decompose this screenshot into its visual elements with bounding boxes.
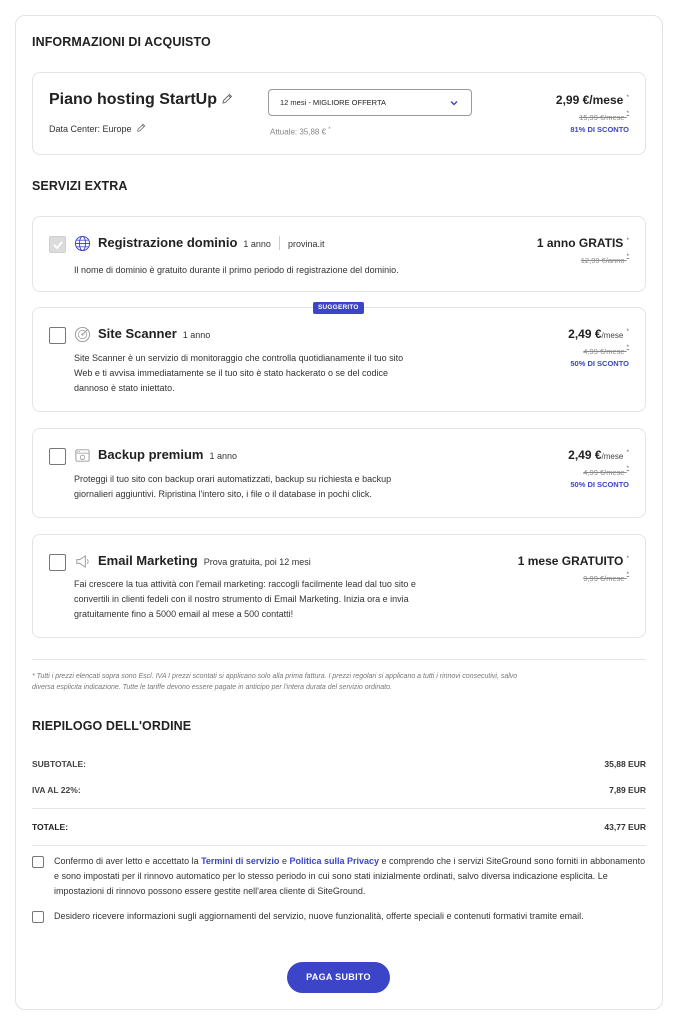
backup-old-price: 4,99 €/mese *	[583, 466, 629, 477]
email-marketing-description	[74, 577, 416, 622]
terms-prefix: Confermo di aver letto e accettato la	[54, 856, 202, 866]
newsletter-text: Desidero ricevere informazioni sugli aggiornamenti del servizio, nuove funzionalità, offerte speciali e contenuti formativi tramite email.	[54, 911, 584, 921]
site-scanner-discount: 50% DI SCONTO	[570, 359, 629, 368]
site-scanner-title: Site Scanner	[98, 326, 177, 341]
email-marketing-desc-line: convertili in clienti fedeli con il nostro strumento di Email Marketing. Inizia ora e invia	[74, 594, 409, 604]
email-marketing-price-text: 1 mese GRATUITO	[517, 554, 624, 568]
backup-desc-line: giornalieri aggiuntivi. Ripristina l'intero sito, i file o il database in pochi click.	[74, 489, 372, 499]
plan-price-block	[556, 93, 629, 134]
megaphone-icon	[74, 553, 91, 570]
site-scanner-desc-line: Web e ti avvisa immediatamente se il tuo sito è stato hackerato o se del codice	[74, 368, 388, 378]
privacy-policy-link[interactable]: Politica sulla Privacy	[289, 856, 380, 866]
domain-old-price: 12,99 €/anno *	[580, 254, 629, 265]
email-marketing-title-row	[98, 553, 311, 568]
total-label: TOTALE:	[32, 822, 69, 832]
divider	[32, 845, 646, 846]
edit-plan-icon[interactable]	[221, 93, 233, 105]
period-select-value: 12 mesi - MIGLIORE OFFERTA	[280, 98, 386, 107]
terms-and: e	[279, 856, 290, 866]
footnote-line: * Tutti i prezzi elencati sopra sono Escl. IVA I prezzi scontati si applicano solo alla prima fattura. I prezzi regolari si applicano a tutti i rinnovi consecutivi, salvo	[32, 673, 518, 680]
backup-checkbox[interactable]	[49, 448, 66, 465]
site-scanner-title-row	[98, 326, 210, 341]
email-marketing-checkbox[interactable]	[49, 554, 66, 571]
site-scanner-desc-line: Site Scanner è un servizio di monitoraggio che controlla quotidianamente il tuo sito	[74, 353, 404, 363]
email-marketing-duration: Prova gratuita, poi 12 mesi	[203, 557, 311, 567]
backup-duration: 1 anno	[209, 451, 238, 461]
site-scanner-old-price-text: 4,99 €/mese	[583, 347, 625, 356]
terms-of-service-link[interactable]: Termini di servizio	[201, 856, 280, 866]
domain-checkbox[interactable]	[49, 236, 66, 253]
extra-services-heading: SERVIZI EXTRA	[32, 179, 128, 193]
pricing-footnote	[32, 671, 646, 693]
plan-title: Piano hosting StartUp	[49, 91, 217, 108]
site-scanner-description	[74, 351, 403, 396]
backup-title-row	[98, 447, 237, 462]
current-total: Attuale: 35,88 € *	[270, 127, 331, 137]
site-scanner-checkbox[interactable]	[49, 327, 66, 344]
site-scanner-duration: 1 anno	[182, 330, 211, 340]
email-marketing-old-price-text: 9,99 €/mese	[583, 574, 625, 583]
divider	[32, 659, 646, 660]
email-marketing-price: 1 mese GRATUITO *	[517, 554, 629, 568]
vat-label: IVA AL 22%:	[32, 785, 81, 795]
backup-desc-line: Proteggi il tuo sito con backup orari automatizzati, backup su richiesta e backup	[74, 474, 392, 484]
pay-now-button[interactable]: PAGA SUBITO	[287, 962, 390, 993]
domain-price-text: 1 anno GRATIS	[536, 236, 624, 250]
scanner-icon	[74, 326, 91, 343]
email-marketing-price-block	[518, 554, 629, 583]
email-marketing-desc-line: Fai crescere la tua attività con l'email marketing: raccogli facilmente lead dal tuo sito e	[74, 579, 416, 589]
backup-old-price-text: 4,99 €/mese	[583, 468, 625, 477]
backup-discount: 50% DI SCONTO	[570, 480, 629, 489]
backup-title: Backup premium	[98, 447, 204, 462]
backup-price-text: 2,49 €	[568, 448, 602, 462]
purchase-info-heading: INFORMAZIONI DI ACQUISTO	[32, 35, 211, 49]
plan-title-wrap	[49, 91, 233, 109]
vat-row	[32, 785, 646, 795]
domain-title-row	[98, 235, 324, 250]
total-value: 43,77 EUR	[604, 822, 646, 832]
suggested-badge: SUGGERITO	[313, 302, 364, 314]
footnote-line: diversa esplicita indicazione. Tutte le tariffe devono essere pagate in anticipo per l'intera durata del servizio ordinato.	[32, 684, 392, 691]
plan-discount: 81% DI SCONTO	[570, 125, 629, 134]
domain-duration: 1 anno	[243, 239, 271, 249]
domain-name: provina.it	[287, 239, 325, 249]
service-card-backup	[32, 428, 646, 518]
checkmark-icon	[52, 239, 64, 251]
plan-card	[32, 72, 646, 155]
service-card-site-scanner	[32, 307, 646, 412]
datacenter-label: Data Center: Europe	[49, 124, 132, 134]
period-select[interactable]	[268, 89, 472, 116]
backup-unit: /mese	[601, 452, 624, 461]
terms-suffix: e comprendo che i servizi SiteGround sono forniti in abbonamento e sono impostati per il rinnovo automatico per lo stesso periodo in cui sono stati inizialmente ordinati, salvo diversa indicazione esplicita. Le impostazioni di rinnovo possono essere gestite nell'area cliente di SiteGround.	[54, 856, 646, 896]
domain-price: 1 anno GRATIS *	[536, 236, 629, 250]
subtotal-label: SUBTOTALE:	[32, 759, 86, 769]
total-row	[32, 822, 646, 832]
terms-text	[32, 854, 646, 899]
site-scanner-price: 2,49 €/mese *	[568, 327, 629, 341]
service-card-domain	[32, 216, 646, 292]
subtotal-value: 35,88 EUR	[604, 759, 646, 769]
domain-description: Il nome di dominio è gratuito durante il primo periodo di registrazione del dominio.	[74, 265, 399, 275]
divider	[279, 236, 280, 250]
backup-icon	[74, 447, 91, 464]
site-scanner-price-block	[568, 327, 629, 368]
order-summary-heading: RIEPILOGO DELL'ORDINE	[32, 719, 192, 733]
terms-checkbox[interactable]	[32, 856, 44, 868]
domain-old-price-text: 12,99 €/anno	[580, 256, 625, 265]
chevron-down-icon	[449, 98, 459, 108]
plan-old-price-text: 15,99 €/mese	[579, 113, 625, 122]
domain-price-block	[537, 236, 629, 265]
plan-price-text: 2,99 €/mese	[555, 93, 624, 107]
globe-icon	[74, 235, 91, 252]
current-total-text: Attuale: 35,88 €	[270, 127, 327, 137]
plan-price: 2,99 €/mese *	[555, 93, 629, 107]
subtotal-row	[32, 759, 646, 769]
edit-datacenter-icon[interactable]	[136, 123, 146, 133]
backup-price: 2,49 €/mese *	[568, 448, 629, 462]
vat-value: 7,89 EUR	[609, 785, 646, 795]
newsletter-consent	[32, 909, 646, 924]
site-scanner-price-text: 2,49 €	[568, 327, 602, 341]
divider	[32, 808, 646, 809]
newsletter-checkbox[interactable]	[32, 911, 44, 923]
terms-consent	[32, 854, 646, 899]
domain-title: Registrazione dominio	[98, 235, 238, 250]
plan-old-price: 15,99 €/mese *	[579, 111, 629, 122]
backup-price-block	[568, 448, 629, 489]
site-scanner-desc-line: dannoso è stato iniettato.	[74, 383, 175, 393]
backup-description	[74, 472, 391, 502]
email-marketing-old-price: 9,99 €/mese *	[583, 572, 629, 583]
email-marketing-title: Email Marketing	[98, 553, 198, 568]
site-scanner-unit: /mese	[601, 331, 624, 340]
site-scanner-old-price: 4,99 €/mese *	[583, 345, 629, 356]
datacenter-wrap	[49, 123, 146, 134]
email-marketing-desc-line: gratuitamente fino a 5000 email al mese a 500 contatti!	[74, 609, 294, 619]
service-card-email-marketing	[32, 534, 646, 638]
